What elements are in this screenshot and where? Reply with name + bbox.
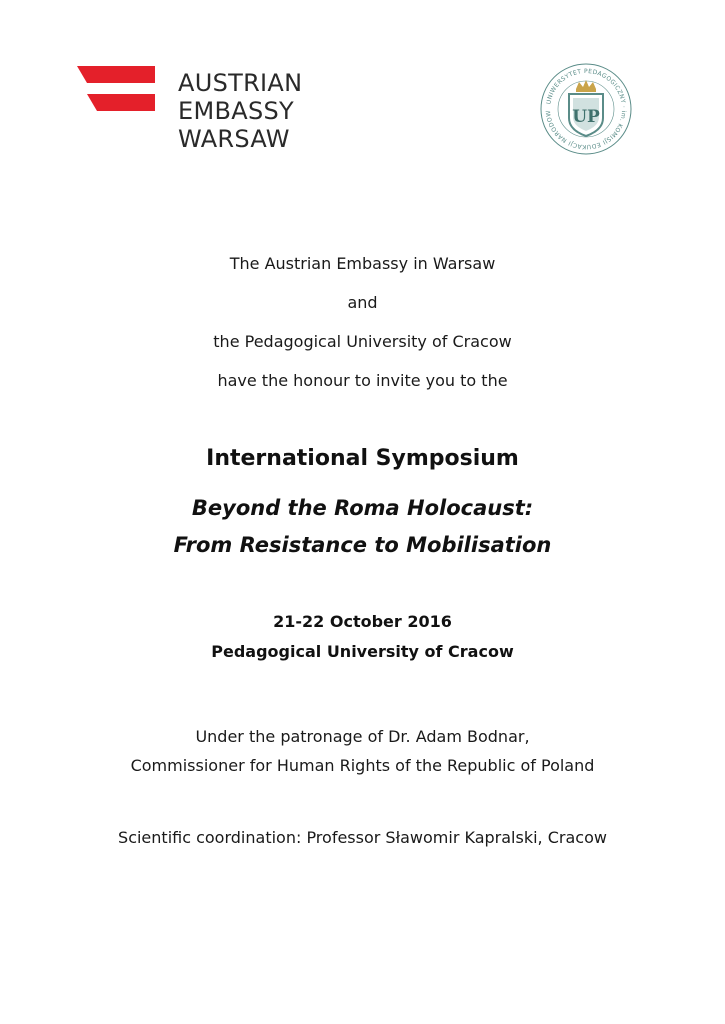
austrian-flag-icon — [77, 66, 157, 116]
embassy-logo-line-1: AUSTRIAN — [178, 69, 303, 97]
embassy-logo-text — [178, 69, 302, 153]
event-dates: 21-22 October 2016 — [273, 612, 452, 631]
event-subtitle-line-2: From Resistance to Mobilisation — [173, 533, 552, 557]
patronage-line-1: Under the patronage of Dr. Adam Bodnar, — [195, 727, 530, 746]
embassy-logo-line-3: WARSAW — [178, 125, 290, 153]
event-title: International Symposium — [206, 446, 519, 471]
svg-text:UP: UP — [572, 107, 600, 127]
patronage-line-2: Commissioner for Human Rights of the Republic of Poland — [130, 756, 595, 775]
pedagogical-university-seal — [539, 62, 633, 156]
event-subtitle-line-1: Beyond the Roma Holocaust: — [191, 496, 534, 520]
svg-text:UNIWERSYTET PEDAGOGICZNY · im.: UNIWERSYTET PEDAGOGICZNY · im. KOMISJI EDUKACJI NARODOW — [544, 67, 628, 151]
invitation-line-2: and — [347, 293, 378, 312]
invitation-line-3: the Pedagogical University of Cracow — [213, 332, 512, 351]
university-seal-icon — [539, 62, 633, 156]
invitation-line-4: have the honour to invite you to the — [217, 371, 508, 390]
embassy-logo-line-2: EMBASSY — [178, 97, 294, 125]
invitation-line-1: The Austrian Embassy in Warsaw — [229, 254, 496, 273]
scientific-coordination: Scientific coordination: Professor Sławomir Kapralski, Cracow — [118, 828, 607, 847]
austrian-embassy-logo — [77, 66, 327, 156]
event-venue: Pedagogical University of Cracow — [211, 642, 514, 661]
